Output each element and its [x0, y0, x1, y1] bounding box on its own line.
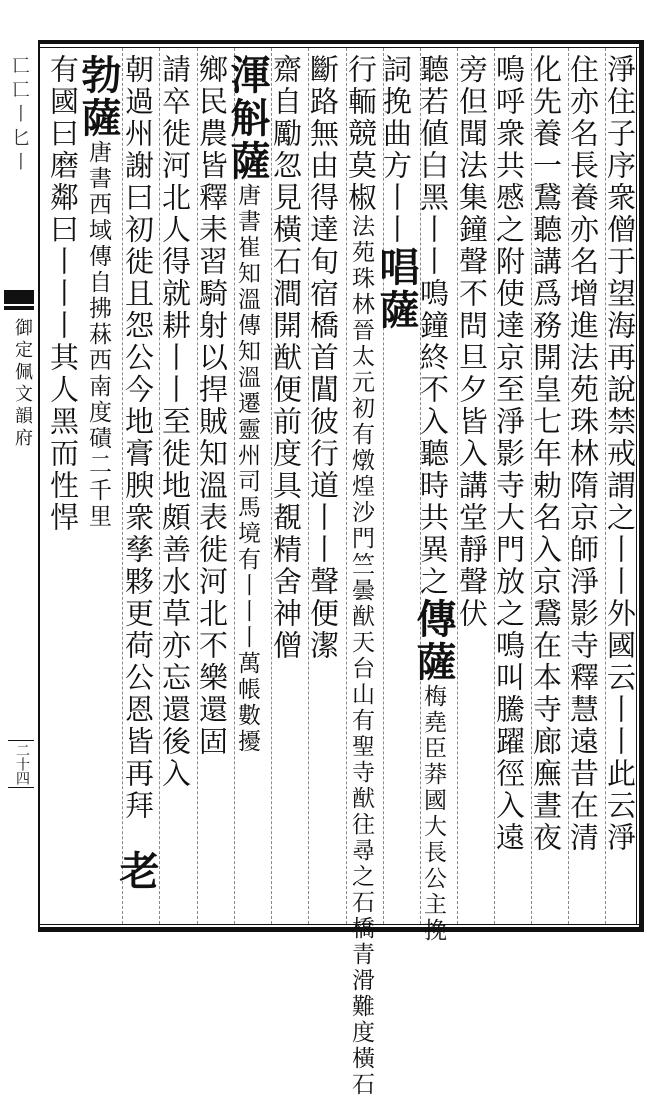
headword-lao: 老 [113, 850, 160, 893]
text-column-4: 鳴呼衆共慼之附使達京至淨影寺大門放之鳴叫騰躍徑入遠 [492, 54, 526, 854]
margin-page-number: 二十四 [8, 740, 34, 788]
text-column-15 [75, 54, 122, 916]
text-column-14 [120, 54, 156, 916]
inner-rule-top [38, 47, 641, 48]
margin-line [38, 44, 40, 932]
headword-chuan-sa-note: 梅堯臣莽國大長公主挽 [420, 684, 446, 944]
headword-chang-sa: 唱薩 [373, 246, 420, 332]
column-14-end-headword [113, 850, 160, 910]
headword-bo-sa: 勃薩 [75, 54, 122, 140]
fishtail-mark-lower [4, 306, 34, 310]
text-column-11 [224, 54, 271, 916]
column-8-text: 行輀競莫椒 [344, 54, 378, 214]
headword-chang-sa-note: 法苑珠林晉太元初有燉煌沙門竺曇猷天台山有聖寺猷往尋之石橋青滑難度橫石 [348, 214, 374, 1098]
text-column-13: 請卒徙河北人得就耕丨丨至徙地頗善水草亦忘還後入 [158, 54, 192, 790]
column-6-text: 聽若値白黑丨丨鳴鐘終不入聽時共異之 [416, 54, 450, 598]
fishtail-mark [4, 290, 34, 304]
headword-chuan-sa: 傳薩 [410, 598, 457, 684]
text-column-9: 斷路無由得達旬宿橋首閶彼行道丨丨聲便潔 [306, 54, 340, 662]
text-column-8 [343, 54, 379, 1098]
inner-rule-bottom [38, 924, 641, 925]
text-column-12: 鄉民農皆釋耒習騎射以捍賊知溫表徙河北不樂還固 [195, 54, 229, 758]
text-column-10: 齋自勵忽見橫石澗開猷便前度具覩精舍神僧 [269, 54, 303, 662]
headword-hun-hu-sa: 渾斛薩 [224, 54, 271, 183]
text-column-2: 住亦名長養亦名增進法苑珠林隋京師淨影寺釋慧遠昔在清 [566, 54, 600, 854]
text-column-3: 化先養一鵞聽講爲務開皇七年勅名入京鵞在本寺廊廡晝夜 [529, 54, 563, 854]
column-14-text: 朝過州謝曰初徙且怨公今地膏腴衆孳夥更荷公恩皆再拜 [121, 54, 155, 822]
headword-hun-hu-sa-note: 唐書崔知溫傳知溫遷靈州司馬境有丨丨丨萬帳數擾 [234, 183, 260, 755]
margin-book-title: 御定佩文韻府 [12, 318, 33, 450]
headword-bo-sa-note: 唐書西域傳自拂菻西南度磧二千里 [85, 140, 111, 530]
margin-marks: 匸匸丨匕丨 [9, 56, 30, 176]
text-column-7 [373, 54, 420, 916]
text-column-16: 有國曰磨鄰曰丨丨丨其人黑而性悍 [46, 54, 80, 534]
column-7-text: 詞挽曲方丨丨 [379, 54, 413, 246]
text-column-6 [410, 54, 457, 944]
text-column-1: 淨住子序衆僧于望海再說禁戒謂之丨丨外國云丨丨此云淨 [603, 54, 637, 854]
text-column-5: 旁但聞法集鐘聲不問旦夕皆入講堂靜聲伏 [455, 54, 489, 630]
